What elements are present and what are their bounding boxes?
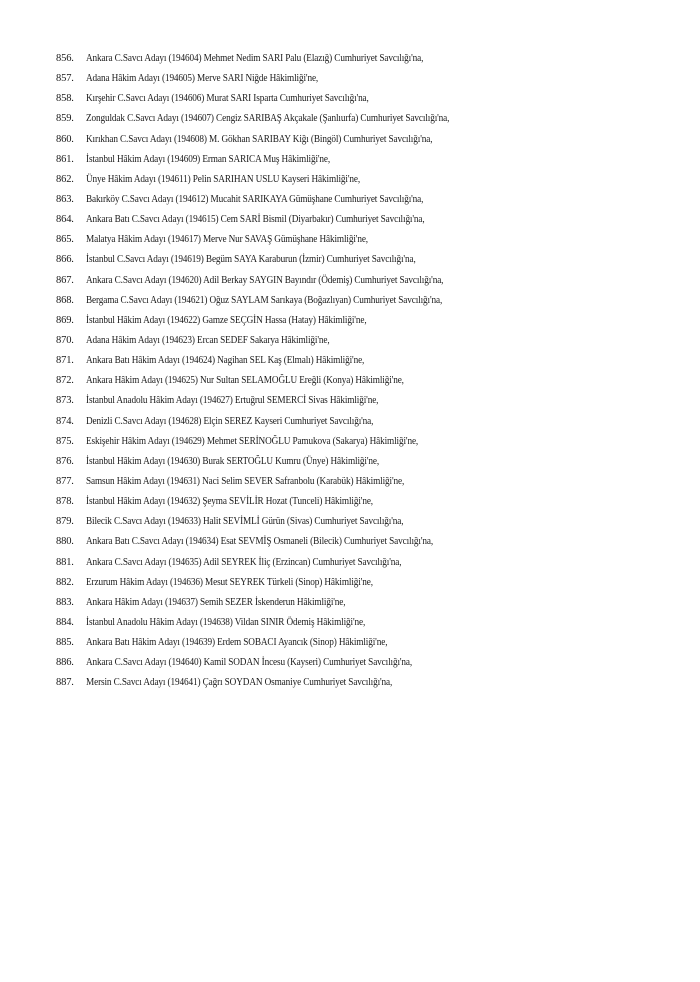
list-item bbox=[56, 112, 519, 132]
list-item bbox=[56, 173, 519, 193]
item-text: Ankara C.Savcı Adayı (194620) Adil Berkay SAYGIN Bayındır (Ödemiş) Cumhuriyet Savcılığı'na, bbox=[86, 273, 444, 286]
list-item bbox=[56, 354, 519, 374]
item-number: 856. bbox=[56, 53, 74, 64]
item-number: 864. bbox=[56, 214, 74, 226]
item-number: 865. bbox=[56, 234, 74, 246]
item-number: 872. bbox=[56, 375, 74, 387]
item-text: Samsun Hâkim Adayı (194631) Naci Selim SEVER Safranbolu (Karabük) Hâkimliği'ne, bbox=[86, 474, 405, 487]
item-text: İstanbul Anadolu Hâkim Adayı (194638) Vildan SINIR Ödemiş Hâkimliği'ne, bbox=[86, 615, 366, 628]
list-item bbox=[56, 676, 519, 696]
item-number: 870. bbox=[56, 334, 74, 346]
list-item bbox=[56, 475, 519, 495]
item-number: 866. bbox=[56, 254, 74, 266]
list-item bbox=[56, 52, 519, 72]
item-number: 887. bbox=[56, 677, 74, 689]
list-item bbox=[56, 314, 519, 334]
item-number: 886. bbox=[56, 657, 74, 669]
item-text: Eskişehir Hâkim Adayı (194629) Mehmet SERİNOĞLU Pamukova (Sakarya) Hâkimliği'ne, bbox=[86, 434, 419, 447]
list-item bbox=[56, 556, 519, 576]
list-item bbox=[56, 596, 519, 616]
item-text: Adana Hâkim Adayı (194623) Ercan SEDEF Sakarya Hâkimliği'ne, bbox=[86, 333, 330, 346]
item-text: İstanbul Hâkim Adayı (194630) Burak SERTOĞLU Kumru (Ünye) Hâkimliği'ne, bbox=[86, 454, 380, 467]
item-text: Ankara Batı Hâkim Adayı (194639) Erdem SOBACI Ayancık (Sinop) Hâkimliği'ne, bbox=[86, 636, 388, 649]
item-number: 880. bbox=[56, 536, 74, 548]
item-number: 857. bbox=[56, 73, 74, 85]
item-number: 876. bbox=[56, 455, 74, 467]
list-item bbox=[56, 193, 519, 213]
item-number: 875. bbox=[56, 435, 74, 447]
item-number: 871. bbox=[56, 355, 74, 367]
list-item bbox=[56, 515, 519, 535]
item-number: 862. bbox=[56, 173, 74, 185]
list-item bbox=[56, 374, 519, 394]
list-item bbox=[56, 253, 519, 273]
list-item bbox=[56, 233, 519, 253]
item-text: Kırşehir C.Savcı Adayı (194606) Murat SARI Isparta Cumhuriyet Savcılığı'na, bbox=[86, 92, 369, 105]
list-item bbox=[56, 294, 519, 314]
item-text: Bilecik C.Savcı Adayı (194633) Halit SEVİMLİ Gürün (Sivas) Cumhuriyet Savcılığı'na, bbox=[86, 515, 404, 528]
item-text: Ünye Hâkim Adayı (194611) Pelin SARIHAN USLU Kayseri Hâkimliği'ne, bbox=[86, 172, 361, 185]
item-text: İstanbul C.Savcı Adayı (194619) Begüm SAYA Karaburun (İzmir) Cumhuriyet Savcılığı'na, bbox=[86, 253, 416, 266]
item-text: Ankara Hâkim Adayı (194625) Nur Sultan SELAMOĞLU Ereğli (Konya) Hâkimliği'ne, bbox=[86, 374, 404, 387]
item-text: Adana Hâkim Adayı (194605) Merve SARI Niğde Hâkimliği'ne, bbox=[86, 72, 319, 85]
list-item bbox=[56, 495, 519, 515]
item-text: İstanbul Hâkim Adayı (194632) Şeyma SEVİLİR Hozat (Tunceli) Hâkimliği'ne, bbox=[86, 495, 373, 508]
item-text: Bergama C.Savcı Adayı (194621) Oğuz SAYLAM Sarıkaya (Boğazlıyan) Cumhuriyet Savcılığı'na, bbox=[86, 293, 443, 306]
list-item bbox=[56, 72, 519, 92]
item-text: Ankara C.Savcı Adayı (194640) Kamil SODAN İncesu (Kayseri) Cumhuriyet Savcılığı'na, bbox=[86, 656, 413, 669]
item-text: Erzurum Hâkim Adayı (194636) Mesut SEYREK Türkeli (Sinop) Hâkimliği'ne, bbox=[86, 575, 373, 588]
item-number: 881. bbox=[56, 556, 74, 568]
item-number: 858. bbox=[56, 93, 74, 105]
item-number: 883. bbox=[56, 596, 74, 608]
item-text: İstanbul Hâkim Adayı (194609) Erman SARICA Muş Hâkimliği'ne, bbox=[86, 152, 331, 165]
item-text: Bakırköy C.Savcı Adayı (194612) Mucahit SARIKAYA Gümüşhane Cumhuriyet Savcılığı'na, bbox=[86, 192, 424, 205]
list-item bbox=[56, 616, 519, 636]
item-number: 868. bbox=[56, 294, 74, 306]
item-text: Ankara Batı C.Savcı Adayı (194634) Esat SEVMİŞ Osmaneli (Bilecik) Cumhuriyet Savcılığı'na, bbox=[86, 535, 434, 548]
item-text: Ankara C.Savcı Adayı (194604) Mehmet Nedim SARI Palu (Elazığ) Cumhuriyet Savcılığı'na, bbox=[86, 52, 424, 64]
list-item bbox=[56, 274, 519, 294]
item-number: 878. bbox=[56, 496, 74, 508]
list-item bbox=[56, 636, 519, 656]
list-item bbox=[56, 576, 519, 596]
item-text: Zonguldak C.Savcı Adayı (194607) Cengiz SARIBAŞ Akçakale (Şanlıurfa) Cumhuriyet Savcılığı'na, bbox=[86, 112, 450, 125]
item-number: 877. bbox=[56, 475, 74, 487]
list-item bbox=[56, 656, 519, 676]
list-item bbox=[56, 535, 519, 555]
item-number: 867. bbox=[56, 274, 74, 286]
list-item bbox=[56, 92, 519, 112]
item-text: Malatya Hâkim Adayı (194617) Merve Nur SAVAŞ Gümüşhane Hâkimliği'ne, bbox=[86, 233, 368, 246]
item-text: Ankara Batı Hâkim Adayı (194624) Nagihan SEL Kaş (Elmalı) Hâkimliği'ne, bbox=[86, 354, 365, 367]
item-number: 861. bbox=[56, 153, 74, 165]
item-text: Kırıkhan C.Savcı Adayı (194608) M. Gökhan SARIBAY Kiğı (Bingöl) Cumhuriyet Savcılığı'na, bbox=[86, 132, 433, 145]
list-item bbox=[56, 334, 519, 354]
item-number: 863. bbox=[56, 193, 74, 205]
item-number: 859. bbox=[56, 113, 74, 125]
item-number: 885. bbox=[56, 637, 74, 649]
item-number: 879. bbox=[56, 516, 74, 528]
item-text: İstanbul Anadolu Hâkim Adayı (194627) Ertuğrul SEMERCİ Sivas Hâkimliği'ne, bbox=[86, 394, 379, 407]
list-item bbox=[56, 153, 519, 173]
item-number: 869. bbox=[56, 314, 74, 326]
item-text: Ankara Hâkim Adayı (194637) Semih SEZER İskenderun Hâkimliği'ne, bbox=[86, 595, 346, 608]
appointment-list bbox=[56, 52, 519, 697]
list-item bbox=[56, 455, 519, 475]
list-item bbox=[56, 415, 519, 435]
item-number: 873. bbox=[56, 395, 74, 407]
list-item bbox=[56, 213, 519, 233]
item-text: Ankara Batı C.Savcı Adayı (194615) Cem SARİ Bismil (Diyarbakır) Cumhuriyet Savcılığı'na, bbox=[86, 213, 425, 226]
item-text: İstanbul Hâkim Adayı (194622) Gamze SEÇGİN Hassa (Hatay) Hâkimliği'ne, bbox=[86, 313, 367, 326]
item-number: 882. bbox=[56, 576, 74, 588]
item-text: Denizli C.Savcı Adayı (194628) Elçin SEREZ Kayseri Cumhuriyet Savcılığı'na, bbox=[86, 414, 374, 427]
item-text: Ankara C.Savcı Adayı (194635) Adil SEYREK İliç (Erzincan) Cumhuriyet Savcılığı'na, bbox=[86, 555, 402, 568]
list-item bbox=[56, 133, 519, 153]
item-number: 874. bbox=[56, 415, 74, 427]
item-text: Mersin C.Savcı Adayı (194641) Çağrı SOYDAN Osmaniye Cumhuriyet Savcılığı'na, bbox=[86, 676, 393, 689]
item-number: 860. bbox=[56, 133, 74, 145]
list-item bbox=[56, 435, 519, 455]
item-number: 884. bbox=[56, 616, 74, 628]
list-item bbox=[56, 394, 519, 414]
